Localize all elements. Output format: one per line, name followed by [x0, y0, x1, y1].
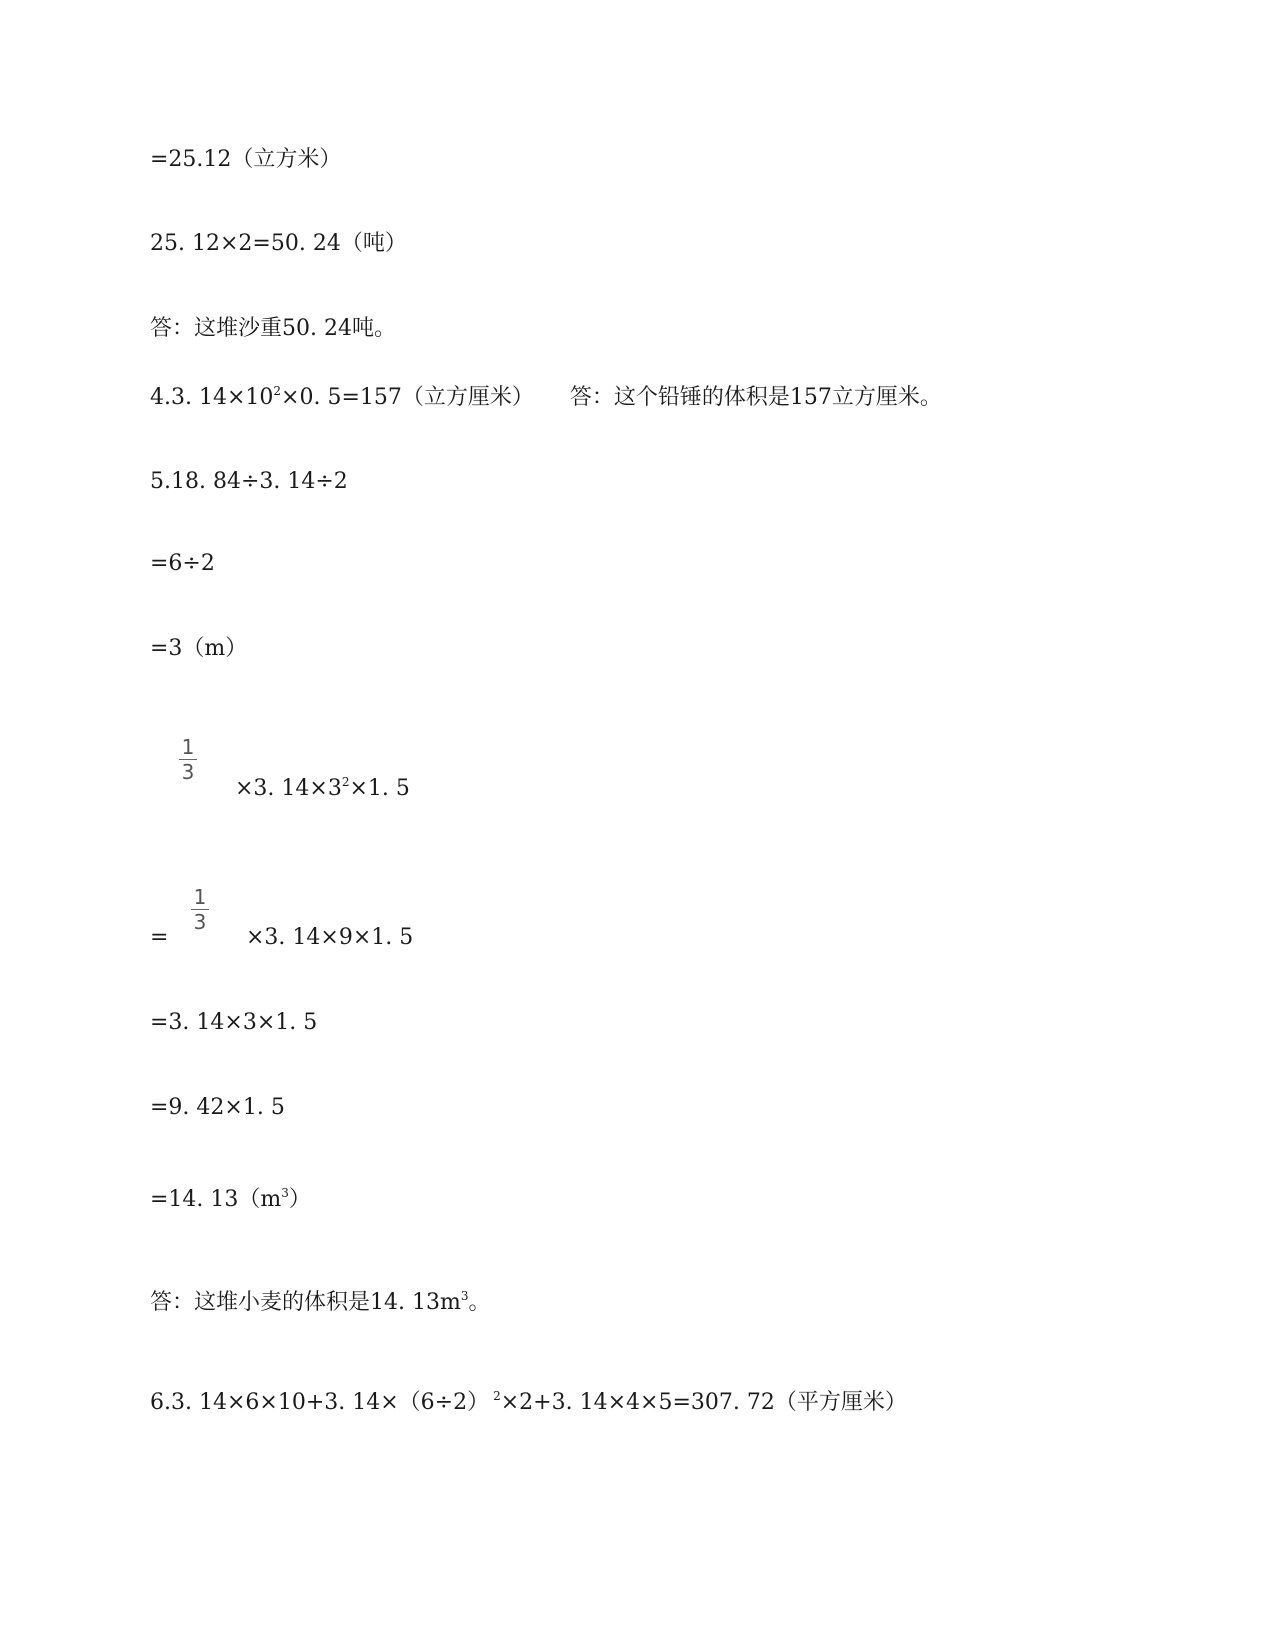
- exponent: 2: [493, 1389, 501, 1403]
- line-answer-sand: 答：这堆沙重50. 24吨。: [150, 316, 396, 341]
- line-step-3-14x3x1-5: =3. 14×3×1. 5: [150, 1010, 318, 1035]
- line-volume-result: =25.12（立方米）: [150, 147, 342, 172]
- line-weight-calc: 25. 12×2=50. 24（吨）: [150, 231, 407, 256]
- line-step-9-42x1-5: =9. 42×1. 5: [150, 1095, 285, 1120]
- fraction-one-third: [177, 735, 199, 784]
- problem-4-expression: 4.3. 14×10: [150, 385, 274, 410]
- line-equals-sign: =: [150, 925, 169, 950]
- line-radius-result: =3（m）: [150, 636, 248, 661]
- cone-formula-expression-rest: ×1. 5: [349, 776, 410, 801]
- fraction-denominator: 3: [193, 910, 207, 934]
- line-volume-wheat-result: [150, 1187, 311, 1213]
- exponent: 3: [281, 1186, 289, 1200]
- line-cone-formula: [235, 776, 410, 802]
- line-answer-wheat: [150, 1290, 491, 1316]
- line-problem-6: [150, 1390, 907, 1416]
- exponent: 2: [341, 775, 350, 789]
- fraction-denominator: 3: [181, 760, 195, 784]
- fraction-one-third: [189, 885, 211, 934]
- problem-4-expression-rest: ×0. 5=157（立方厘米）: [281, 385, 534, 410]
- fraction-numerator: 1: [193, 885, 207, 909]
- exponent: 3: [460, 1289, 469, 1303]
- line-step-6-div-2: =6÷2: [150, 551, 215, 576]
- cone-formula-expression: ×3. 14×3: [235, 776, 342, 801]
- problem-4-answer: 答：这个铅锤的体积是157立方厘米。: [569, 385, 942, 410]
- line-problem-5: 5.18. 84÷3. 14÷2: [150, 469, 348, 494]
- fraction-numerator: 1: [181, 735, 195, 759]
- line-problem-4: [150, 385, 942, 411]
- wheat-result-close: ）: [288, 1187, 311, 1212]
- wheat-result-value: =14. 13（m: [150, 1187, 282, 1212]
- problem-6-expression-rest: ×2+3. 14×4×5=307. 72（平方厘米）: [500, 1390, 907, 1415]
- exponent: 2: [273, 384, 282, 398]
- line-cone-substituted: ×3. 14×9×1. 5: [246, 925, 414, 950]
- answer-wheat-text: 答：这堆小麦的体积是14. 13m: [150, 1290, 461, 1315]
- answer-wheat-end: 。: [468, 1290, 491, 1315]
- problem-6-expression: 6.3. 14×6×10+3. 14×（6÷2）: [150, 1390, 490, 1415]
